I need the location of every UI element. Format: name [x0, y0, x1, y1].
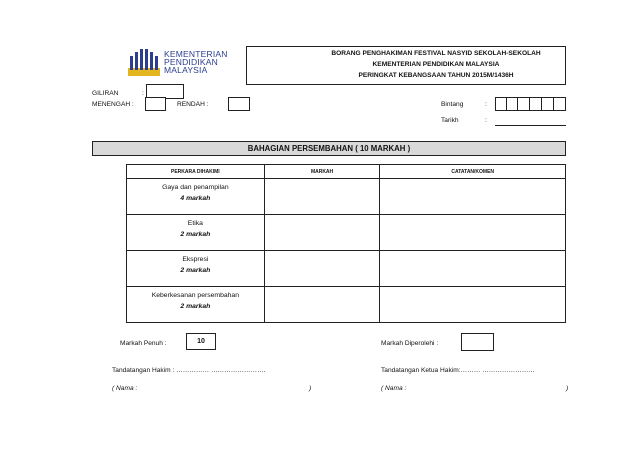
form-header: [246, 46, 566, 85]
ketua-hakim-signature-line[interactable]: Tandatangan Ketua Hakim:……… ……………………: [381, 367, 535, 374]
col-header-marks: MARKAH: [264, 165, 380, 179]
bintang-boxes[interactable]: [495, 97, 566, 111]
comment-cell[interactable]: [380, 251, 566, 287]
criterion-cell: [127, 287, 265, 323]
col-header-comments: CATATAN/KOMEN: [380, 165, 566, 179]
comment-cell[interactable]: [380, 287, 566, 323]
logo-wordmark: KEMENTERIAN PENDIDIKAN MALAYSIA: [164, 49, 228, 75]
tarikh-line[interactable]: [495, 125, 566, 126]
ketua-name-close: ): [566, 385, 569, 392]
marks-cell[interactable]: [264, 179, 380, 215]
criterion-points: 4 markah: [180, 195, 211, 202]
rendah-checkbox[interactable]: [228, 97, 250, 111]
table-header-row: [127, 165, 566, 179]
comment-cell[interactable]: [380, 215, 566, 251]
header-line-3: PERINGKAT KEBANGSAAN TAHUN 2015M/1436H: [358, 72, 514, 79]
hakim-signature-line[interactable]: Tandatangan Hakim : …………… …………………….: [112, 367, 266, 374]
criterion-points: 2 markah: [180, 231, 211, 238]
marks-cell[interactable]: [264, 215, 380, 251]
menengah-label: MENENGAH :: [92, 101, 134, 108]
criterion-label: Ekspresi: [182, 256, 209, 263]
ketua-name-label: ( Nama :: [381, 385, 407, 392]
tarikh-colon: :: [485, 117, 487, 124]
scoring-table: [126, 164, 566, 323]
bintang-label: Bintang: [441, 101, 464, 108]
table-row: [127, 215, 566, 251]
ministry-logo: [126, 46, 238, 78]
comment-cell[interactable]: [380, 179, 566, 215]
rendah-label: RENDAH :: [177, 101, 209, 108]
col-header-criteria: PERKARA DIHAKIMI: [127, 165, 265, 179]
markah-diperolehi-input[interactable]: [461, 333, 494, 351]
logo-emblem-icon: [126, 46, 162, 78]
criterion-cell: [127, 179, 265, 215]
criterion-label: Keberkesanan persembahan: [151, 292, 239, 299]
table-row: [127, 179, 566, 215]
table-row: [127, 251, 566, 287]
hakim-name-close: ): [309, 385, 312, 392]
marks-cell[interactable]: [264, 287, 380, 323]
giliran-colon: :: [142, 90, 144, 97]
section-banner: BAHAGIAN PERSEMBAHAN ( 10 MARKAH ): [92, 141, 566, 156]
criterion-cell: [127, 251, 265, 287]
criterion-label: Etika: [187, 220, 203, 227]
markah-penuh-value: 10: [186, 333, 216, 350]
bintang-box[interactable]: [553, 97, 566, 111]
tarikh-label: Tarikh: [441, 117, 459, 124]
criterion-points: 2 markah: [180, 303, 211, 310]
header-line-1: BORANG PENGHAKIMAN FESTIVAL NASYID SEKOLAH-SEKOLAH: [331, 50, 541, 57]
header-line-2: KEMENTERIAN PENDIDIKAN MALAYSIA: [372, 61, 500, 68]
marks-cell[interactable]: [264, 251, 380, 287]
markah-penuh-label: Markah Penuh :: [120, 340, 167, 347]
menengah-checkbox[interactable]: [145, 97, 166, 111]
table-row: [127, 287, 566, 323]
criterion-points: 2 markah: [180, 267, 211, 274]
criterion-label: Gaya dan penampilan: [162, 184, 229, 191]
giliran-label: GILIRAN: [92, 90, 119, 97]
hakim-name-label: ( Nama :: [112, 385, 138, 392]
markah-diperolehi-label: Markah Diperolehi :: [381, 340, 439, 347]
criterion-cell: [127, 215, 265, 251]
bintang-colon: :: [485, 101, 487, 108]
